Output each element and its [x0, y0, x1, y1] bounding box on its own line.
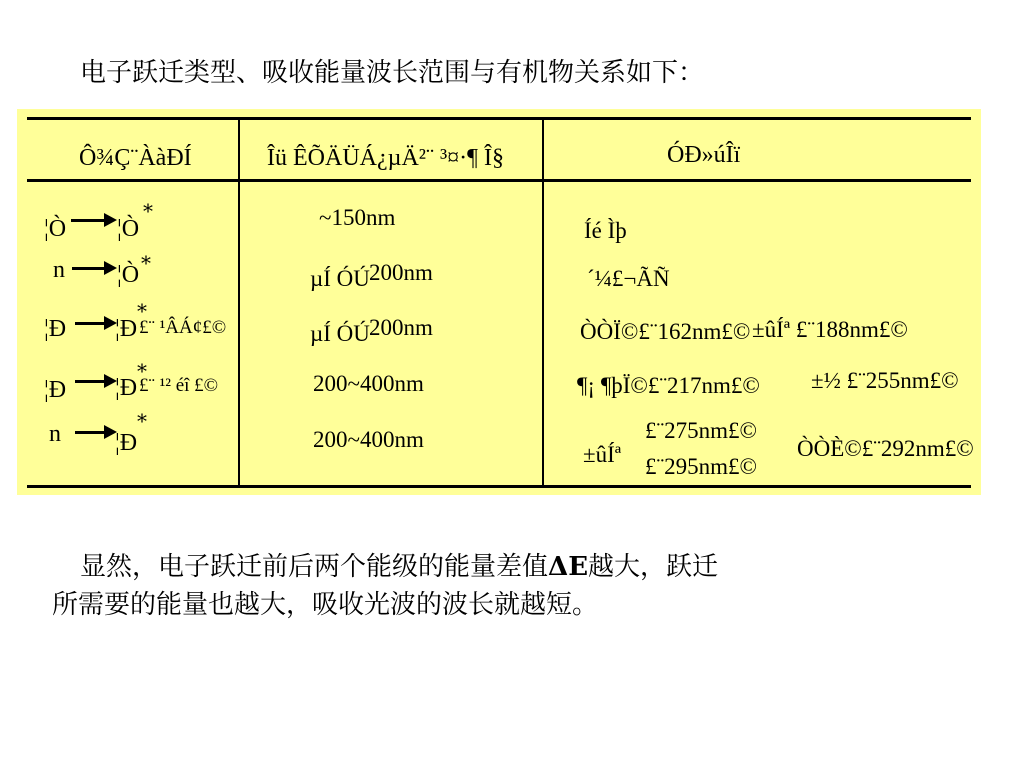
- compound-value-a: ÒÒÏ©£¨162nm£©: [580, 319, 751, 344]
- wavelength-prefix: µÍ ÓÚ: [310, 266, 370, 291]
- star-mark: *: [137, 409, 147, 433]
- compound-value-c: ÒÒÈ©£¨292nm£©: [797, 436, 974, 461]
- transition-from: n: [53, 257, 65, 283]
- conclusion-line1-b: 越大，跃迁: [588, 552, 719, 582]
- wavelength-value: 200~400nm: [313, 427, 424, 452]
- compound-value-b: ±½ £¨255nm£©: [811, 368, 959, 393]
- transition-table: [17, 109, 981, 495]
- intro-text: 电子跃迁类型、吸收能量波长范围与有机物关系如下：: [80, 58, 705, 88]
- transition-to: ¦Ò: [117, 216, 140, 242]
- table-header-border: [27, 179, 971, 182]
- transition-note: £¨ ¹² éî £©: [139, 375, 219, 396]
- arrow-icon: [72, 267, 105, 270]
- delta-e: ΔE: [548, 552, 589, 582]
- compound-value: ´¼£¬ÃÑ: [587, 266, 670, 291]
- compound-value: Íé Ìþ: [584, 218, 627, 243]
- star-mark: *: [137, 359, 147, 383]
- table-column-divider-1: [238, 118, 240, 486]
- transition-from: ¦Ò: [44, 216, 67, 242]
- transition-from: ¦Ð: [44, 316, 67, 342]
- wavelength-value: 200nm: [369, 260, 433, 285]
- star-mark: *: [137, 299, 147, 323]
- compound-value-b: £¨295nm£©: [645, 454, 758, 479]
- compound-name: ±ûÍª: [583, 442, 622, 467]
- conclusion-text: [52, 548, 952, 624]
- table-top-border: [27, 117, 971, 120]
- transition-to: ¦Ò: [117, 262, 140, 288]
- transition-to: ¦Ð: [115, 430, 138, 456]
- header-compound: ÓÐ»úÎï: [667, 142, 741, 168]
- compound-value-b: ±ûÍª £¨188nm£©: [752, 317, 908, 342]
- transition-to: ¦Ð: [115, 316, 138, 342]
- arrow-icon: [75, 380, 105, 383]
- arrow-icon: [75, 431, 105, 434]
- transition-note: £¨ ¹ÂÁ¢£©: [139, 317, 227, 338]
- wavelength-value: 200nm: [369, 315, 433, 340]
- star-mark: *: [143, 199, 153, 223]
- transition-from: ¦Ð: [44, 377, 67, 403]
- conclusion-line2: 所需要的能量也越大，吸收光波的波长就越短。: [52, 590, 599, 620]
- arrow-icon: [75, 322, 105, 325]
- transition-from: n: [49, 421, 61, 447]
- wavelength-value: ~150nm: [319, 205, 396, 230]
- table-bottom-border: [27, 485, 971, 488]
- conclusion-line1-a: 显然，电子跃迁前后两个能级的能量差值: [80, 552, 549, 582]
- header-transition-type: Ô¾Ç¨ÀàÐÍ: [79, 145, 192, 171]
- table-column-divider-2: [542, 118, 544, 486]
- wavelength-value: 200~400nm: [313, 371, 424, 396]
- star-mark: *: [141, 251, 151, 275]
- arrow-icon: [71, 219, 105, 222]
- transition-to: ¦Ð: [115, 375, 138, 401]
- wavelength-prefix: µÍ ÓÚ: [310, 321, 370, 346]
- compound-value-a: £¨275nm£©: [645, 418, 758, 443]
- compound-value-a: ¶¡ ¶þÏ©£¨217nm£©: [577, 373, 760, 398]
- header-wavelength-range: Îü ÊÕÄÜÁ¿µÄ²¨ ³¤·¶ Î§: [267, 145, 505, 171]
